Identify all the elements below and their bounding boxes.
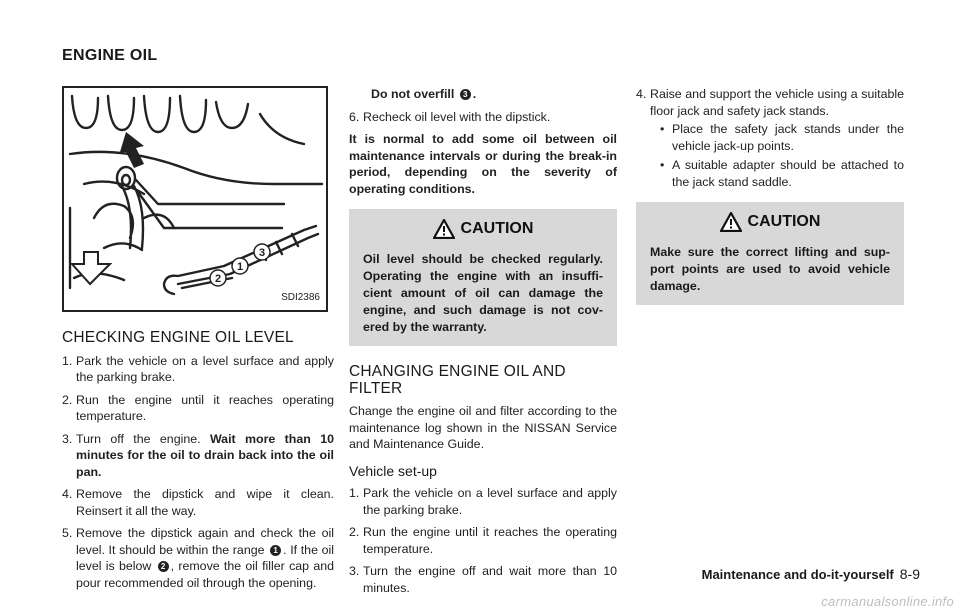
column-2 bbox=[349, 86, 617, 602]
callout-1-label: 1 bbox=[236, 261, 244, 273]
column-1 bbox=[62, 86, 334, 597]
setup-steps bbox=[349, 485, 617, 596]
setup-steps-cont bbox=[636, 86, 904, 190]
checking-steps-cont bbox=[349, 86, 617, 125]
changing-heading: CHANGING ENGINE OIL AND FILTER bbox=[349, 363, 566, 397]
setup-step-1: 1. Park the vehicle on a level surface and apply the parking brake. bbox=[349, 486, 617, 517]
caution-body-1: Oil level should be checked regularly. Operating the engine with an insuffi-cient amount of oil can damage the engine, and such damage is not cov-ered by the warranty. bbox=[363, 252, 603, 334]
checking-step-4: 4. Remove the dipstick and wipe it clean. Reinsert it all the way. bbox=[62, 487, 334, 518]
engine-figure bbox=[62, 86, 328, 312]
section-title: ENGINE OIL bbox=[62, 47, 158, 64]
bullet-item: • Place the safety jack stands under the vehicle jack-up points. bbox=[650, 121, 904, 154]
checking-note: It is normal to add some oil between oil maintenance intervals or during the break-in period, depending on the severity of operating conditions. bbox=[349, 132, 617, 196]
setup-step-3: 3. Turn the engine off and wait more than 10 minutes. bbox=[349, 564, 617, 595]
caution-body-2: Make sure the correct lifting and sup-port points are used to avoid vehicle damage. bbox=[650, 245, 890, 293]
checking-step-5-cont: Do not overfill 3 . bbox=[371, 87, 477, 101]
caution-title-2: CAUTION bbox=[747, 212, 821, 230]
checking-step-2: 2. Run the engine until it reaches operating temperature. bbox=[62, 392, 334, 423]
page-number: 8-9 bbox=[899, 566, 920, 582]
figure-caption: SDI2386 bbox=[281, 291, 320, 303]
setup-bullets bbox=[650, 121, 904, 190]
caution-box-2 bbox=[636, 202, 904, 305]
callout-1-icon: 1 bbox=[270, 545, 281, 556]
page-footer bbox=[702, 566, 920, 582]
setup-step-4: 4. Raise and support the vehicle using a suitable floor jack and safety jack stands. • Place the safety jack stands under the vehicle jack-up points. • A suitable adapter should be attached to the jack stand saddle. bbox=[636, 86, 904, 190]
checking-step-5: 5. Remove the dipstick again and check the oil level. It should be within the range 1 . If the oil level is below 2 , remove the oil filler cap and pour recommended oil through the opening. bbox=[62, 526, 334, 590]
callout-3-icon: 3 bbox=[460, 89, 471, 100]
vehicle-setup-heading: Vehicle set-up bbox=[349, 462, 437, 479]
dipstick-illustration bbox=[64, 88, 326, 310]
caution-title-1: CAUTION bbox=[460, 219, 534, 237]
changing-intro: Change the engine oil and filter according to the maintenance log shown in the NISSAN Service and Maintenance Guide. bbox=[349, 404, 617, 451]
caution-header-1 bbox=[363, 219, 603, 239]
warning-icon bbox=[720, 212, 742, 232]
column-3 bbox=[636, 86, 904, 315]
caution-header-2 bbox=[650, 212, 890, 232]
callout-2-label: 2 bbox=[214, 273, 222, 285]
bullet-item: • A suitable adapter should be attached to the jack stand saddle. bbox=[650, 157, 904, 190]
setup-step-2: 2. Run the engine until it reaches the operating temperature. bbox=[349, 525, 617, 556]
checking-steps bbox=[62, 353, 334, 592]
warning-icon bbox=[433, 219, 455, 239]
checking-step-1: 1. Park the vehicle on a level surface and apply the parking brake. bbox=[62, 353, 334, 384]
checking-step-3: 3. Turn off the engine. Wait more than 10 minutes for the oil to drain back into the oil pan. bbox=[62, 431, 334, 479]
footer-section-label: Maintenance and do-it-yourself bbox=[701, 567, 894, 582]
checking-heading: CHECKING ENGINE OIL LEVEL bbox=[62, 329, 294, 346]
caution-box-1 bbox=[349, 209, 617, 346]
watermark: carmanualsonline.info bbox=[821, 594, 954, 609]
checking-step-6: 6. Recheck oil level with the dipstick. bbox=[349, 109, 551, 124]
callout-3-label: 3 bbox=[258, 247, 266, 259]
callout-2-icon: 2 bbox=[158, 561, 169, 572]
